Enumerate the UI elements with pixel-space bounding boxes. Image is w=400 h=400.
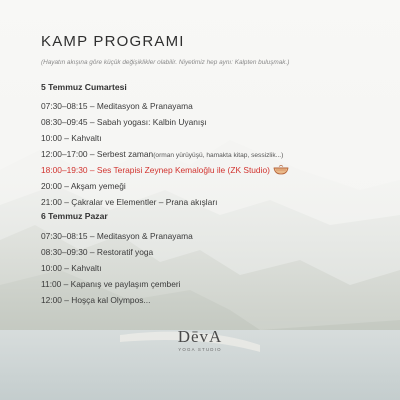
disclaimer-note: (Hayatın akışına göre küçük değişiklikler olabilir. Niyetimiz hep aynı: Kalpten buluşmak.) <box>41 59 290 66</box>
sunday-schedule <box>41 228 193 308</box>
item-time: 11:00 <box>41 279 62 289</box>
item-text: – Akşam yemeği <box>61 181 126 191</box>
schedule-item <box>41 244 193 260</box>
schedule-item <box>41 178 289 194</box>
item-note: (orman yürüyüşü, hamakta kitap, sessizlik...) <box>153 152 284 159</box>
item-text: – Kahvaltı <box>61 263 102 273</box>
item-text: – Meditasyon & Pranayama <box>87 231 193 241</box>
schedule-item <box>41 114 289 130</box>
schedule-item <box>41 292 193 308</box>
item-text: – Kapanış ve paylaşım çemberi <box>61 279 181 289</box>
logo-subtitle: YOGA STUDIO <box>178 347 222 352</box>
item-time: 12:00–17:00 <box>41 149 88 159</box>
deva-logo <box>0 328 400 352</box>
schedule-item <box>41 130 289 146</box>
schedule-item <box>41 260 193 276</box>
item-text: – Kahvaltı <box>61 133 102 143</box>
schedule-item <box>41 146 289 162</box>
item-time: 08:30–09:45 <box>41 117 88 127</box>
singing-bowl-icon <box>273 164 289 180</box>
item-time: 20:00 <box>41 181 62 191</box>
schedule-item <box>41 228 193 244</box>
page-title: KAMP PROGRAMI <box>41 33 185 50</box>
item-text: – Meditasyon & Pranayama <box>87 101 193 111</box>
day-heading-sunday: 6 Temmuz Pazar <box>41 211 108 221</box>
item-time: 10:00 <box>41 263 62 273</box>
item-text: – Sabah yogası: Kalbin Uyanışı <box>87 117 207 127</box>
item-time: 07:30–08:15 <box>41 231 88 241</box>
item-time: 07:30–08:15 <box>41 101 88 111</box>
schedule-item <box>41 276 193 292</box>
item-time: 18:00–19:30 <box>41 165 88 175</box>
item-time: 10:00 <box>41 133 62 143</box>
item-text: – Restoratif yoga <box>87 247 154 257</box>
schedule-item <box>41 194 289 210</box>
item-text: – Çakralar ve Elementler – Prana akışları <box>61 197 218 207</box>
logo-wordmark: DēvA <box>177 327 223 346</box>
item-time: 21:00 <box>41 197 62 207</box>
item-time: 12:00 <box>41 295 62 305</box>
item-text: – Serbest zaman <box>87 149 154 159</box>
saturday-schedule <box>41 98 289 210</box>
day-heading-saturday: 5 Temmuz Cumartesi <box>41 82 127 92</box>
item-time: 08:30–09:30 <box>41 247 88 257</box>
schedule-item <box>41 98 289 114</box>
schedule-item-highlight <box>41 162 289 178</box>
item-text: – Ses Terapisi Zeynep Kemaloğlu ile (ZK Studio) <box>87 165 270 175</box>
item-text: – Hoşça kal Olympos... <box>61 295 151 305</box>
